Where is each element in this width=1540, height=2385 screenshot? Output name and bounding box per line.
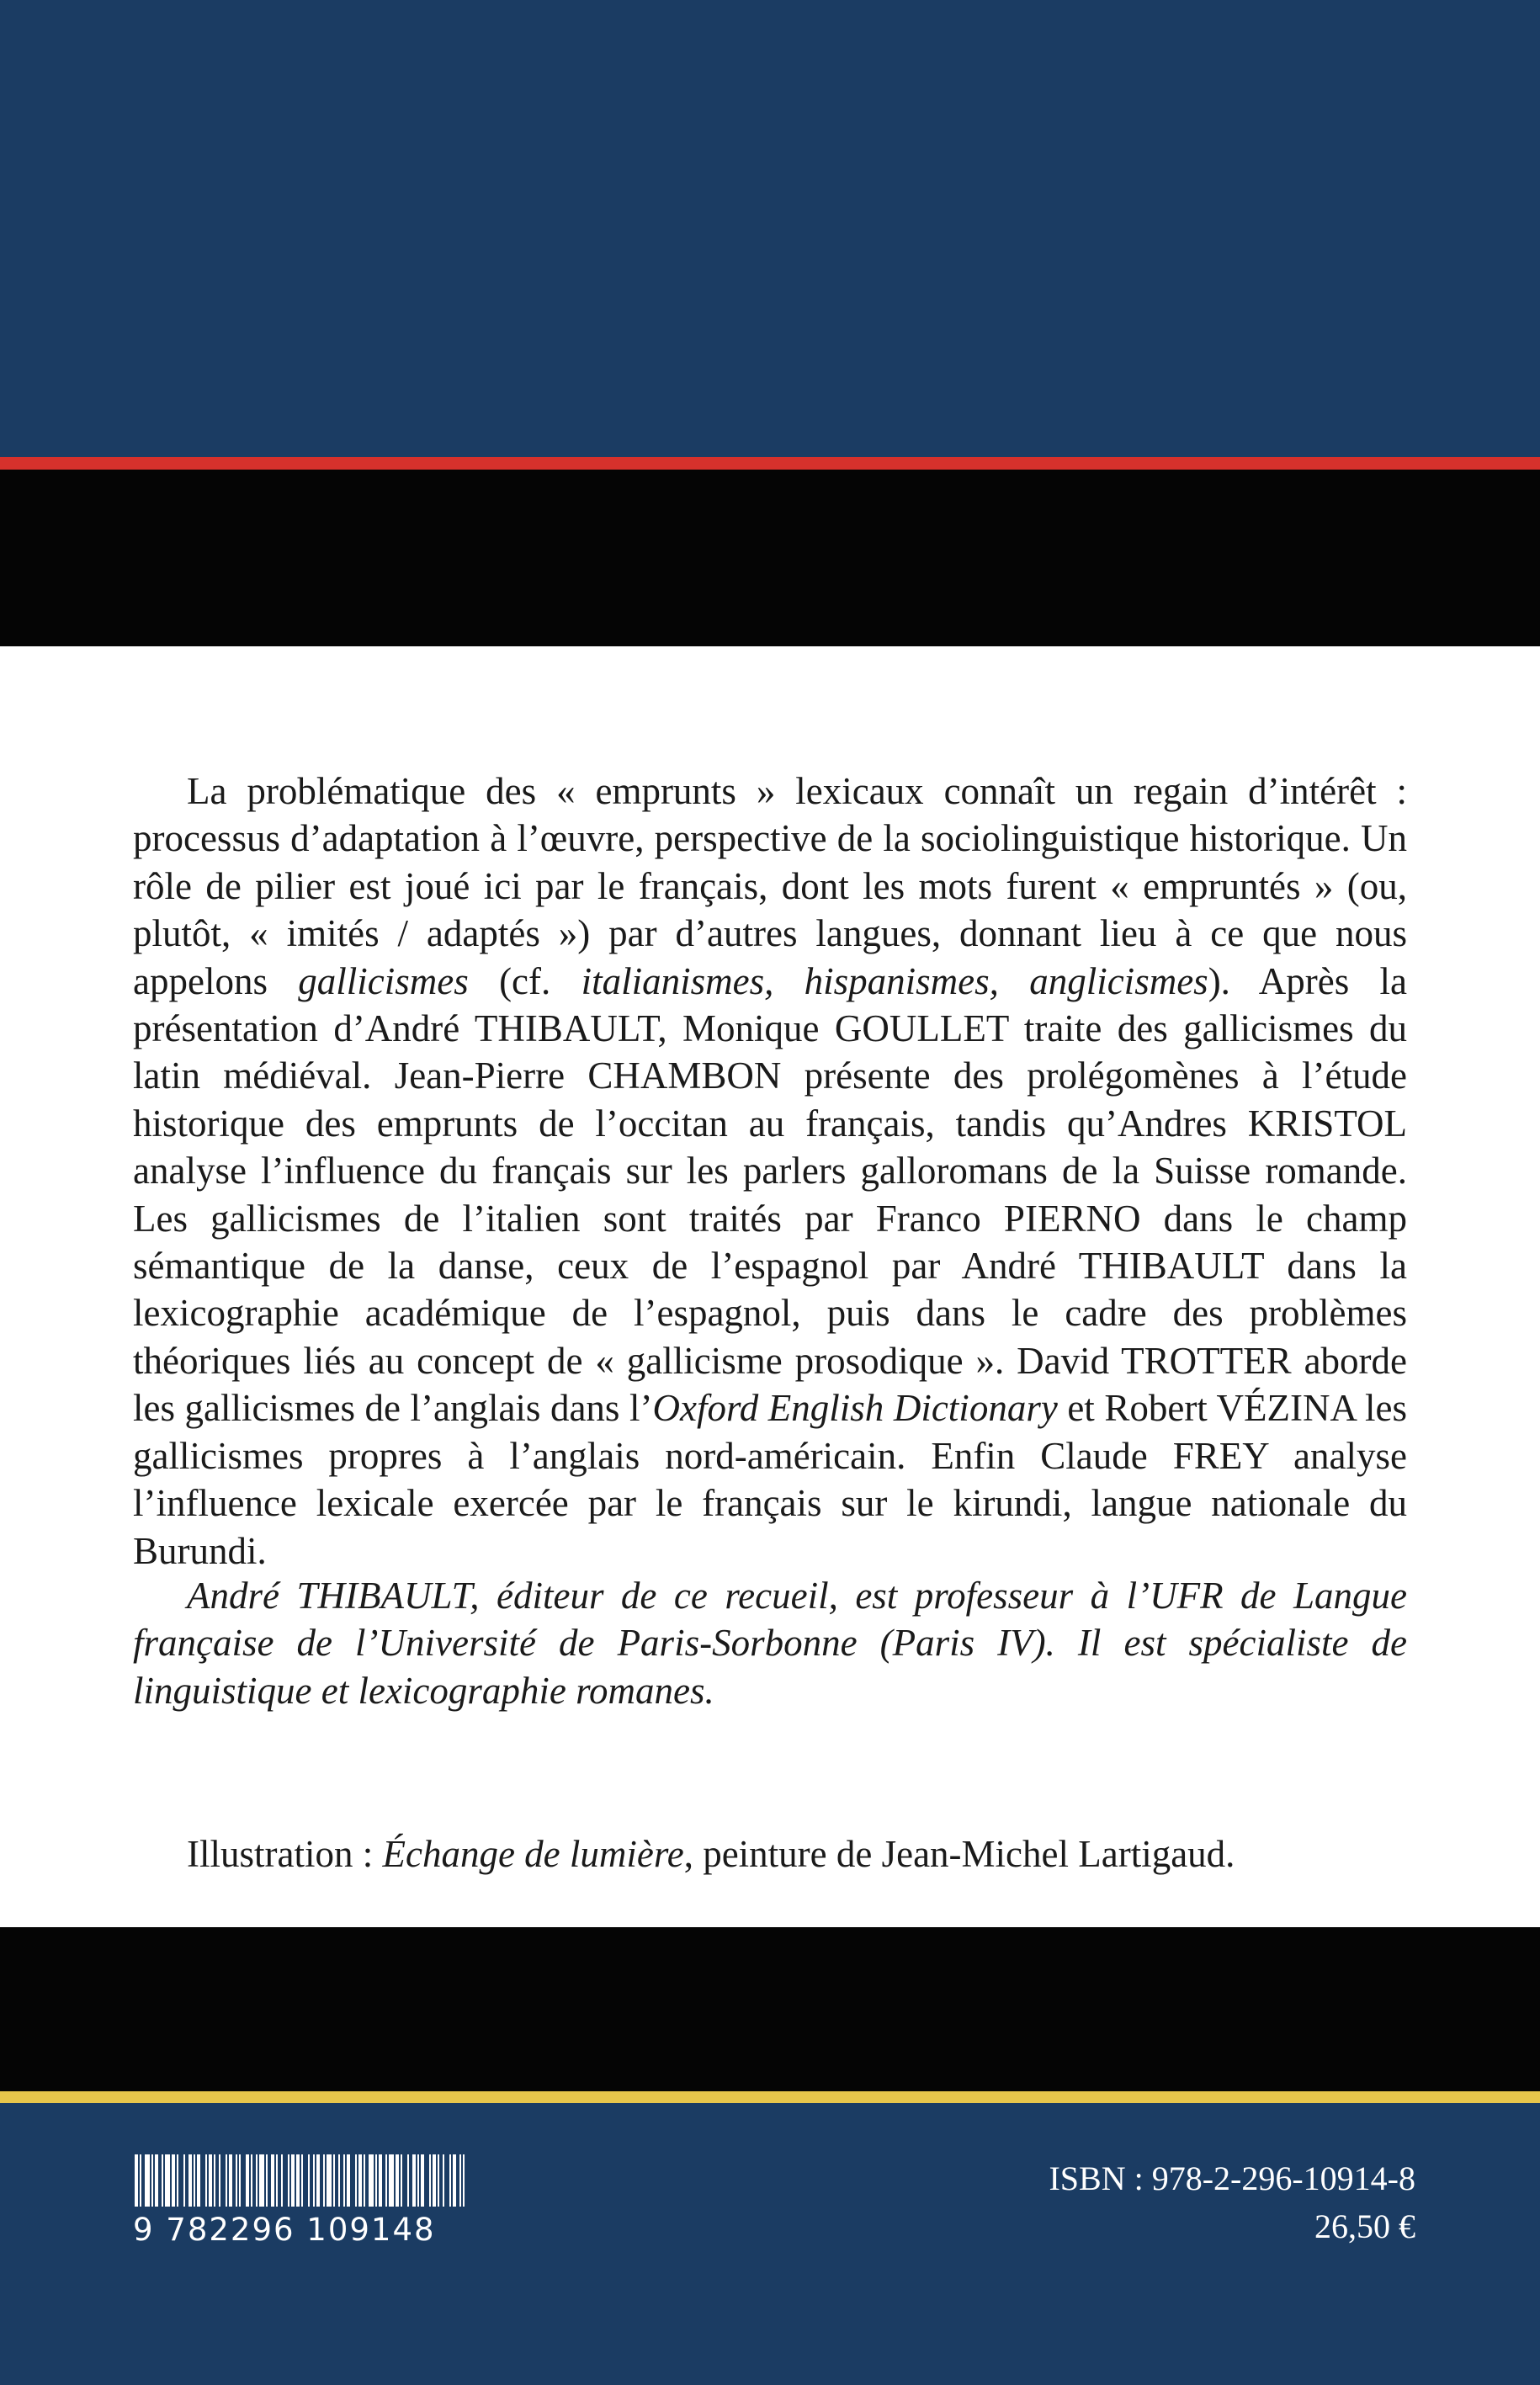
barcode-bar	[276, 2154, 278, 2207]
barcode-bar	[189, 2154, 192, 2207]
barcode-bar	[135, 2154, 138, 2207]
barcode-bar	[379, 2154, 382, 2207]
barcode-bar	[219, 2154, 220, 2207]
barcode-bar	[385, 2154, 387, 2207]
price: 26,50 €	[1314, 2207, 1415, 2245]
barcode-bar	[449, 2154, 451, 2207]
barcode-bar	[236, 2154, 237, 2207]
barcode-bar	[343, 2154, 345, 2207]
illustration-prefix: Illustration :	[187, 1833, 383, 1875]
summary-part-2: (cf.	[468, 959, 581, 1002]
barcode-bar	[266, 2154, 268, 2207]
illustration-credit	[187, 1830, 1407, 1878]
red-stripe	[0, 457, 1540, 470]
barcode-bar	[209, 2154, 212, 2207]
barcode-bar	[338, 2154, 340, 2207]
barcode-bar	[443, 2154, 444, 2207]
barcode-bar	[296, 2154, 300, 2207]
barcode-bar	[355, 2154, 357, 2207]
illustration-title: Échange de lumière	[382, 1833, 684, 1875]
barcode-bar	[333, 2154, 335, 2207]
barcode-bar	[288, 2154, 289, 2207]
summary-part-1: La problématique des « emprunts » lexicaux connaît un regain d’intérêt : processus d’adaptation à l’œuvre, perspective de la sociolinguistique historique. Un rôle de pilier est joué ici par le français, dont les mots furent « empruntés » (ou, plutôt, « imités / adaptés ») par d’autres langues, donnant lieu à ce que nous appelons	[133, 770, 1407, 1002]
barcode-bar	[433, 2154, 436, 2207]
barcode-bar	[172, 2154, 175, 2207]
barcode-bar	[140, 2154, 141, 2207]
barcode-bar	[407, 2154, 409, 2207]
barcode-bar	[327, 2154, 332, 2207]
barcode-bar	[162, 2154, 163, 2207]
barcode-bar	[151, 2154, 153, 2207]
editor-bio: André THIBAULT, éditeur de ce recueil, est professeur à l’UFR de Langue française de l’Université de Paris-Sorbonne (Paris IV). Il est spécialiste de linguistique et lexicographie romanes.	[133, 1575, 1407, 1712]
top-navy-band	[0, 0, 1540, 457]
barcode-bar	[369, 2154, 374, 2207]
barcode-bar	[401, 2154, 402, 2207]
barcode-bar	[155, 2154, 158, 2207]
barcode-bar	[308, 2154, 310, 2207]
barcode-bar	[375, 2154, 377, 2207]
barcode-digits: 9 782296 109148	[133, 2212, 436, 2248]
yellow-stripe	[0, 2091, 1540, 2103]
barcode-bar	[389, 2154, 394, 2207]
barcode-bar	[145, 2154, 150, 2207]
top-black-band	[0, 470, 1540, 646]
barcode-bar	[183, 2154, 185, 2207]
barcode-bar	[453, 2154, 456, 2207]
barcode-bar	[412, 2154, 416, 2207]
barcode-bar	[271, 2154, 274, 2207]
barcode-bar	[396, 2154, 399, 2207]
barcode-bar	[291, 2154, 295, 2207]
barcode-bar	[347, 2154, 350, 2207]
book-summary	[133, 768, 1407, 1575]
barcode-bar	[194, 2154, 195, 2207]
barcode-bar	[281, 2154, 283, 2207]
barcode-bar	[246, 2154, 249, 2207]
barcode-bar	[205, 2154, 207, 2207]
summary-part-4: et Robert VÉZINA les gallicismes propres à l’anglais nord-américain. Enfin Claude FREY analyse l’influence lexicale exercée par le français sur le kirundi, langue nationale du Burundi.	[133, 1387, 1408, 1572]
barcode-bar	[226, 2154, 227, 2207]
barcode-bar	[197, 2154, 200, 2207]
barcode-bar	[358, 2154, 362, 2207]
barcode-bar	[301, 2154, 303, 2207]
barcode-bar	[429, 2154, 431, 2207]
barcode-bar	[259, 2154, 264, 2207]
summary-italic-3: Oxford English Dictionary	[652, 1387, 1058, 1430]
bottom-black-band	[0, 1927, 1540, 2091]
barcode-bar	[316, 2154, 320, 2207]
illustration-suffix: , peinture de Jean-Michel Lartigaud.	[683, 1833, 1235, 1875]
isbn: ISBN : 978-2-296-10914-8	[1049, 2159, 1415, 2197]
barcode-bar	[421, 2154, 424, 2207]
summary-italic-1: gallicismes	[298, 959, 469, 1002]
barcode-bar	[313, 2154, 315, 2207]
barcode-bar	[417, 2154, 419, 2207]
barcode-bar	[463, 2154, 465, 2207]
barcode-bar	[438, 2154, 439, 2207]
barcode-bars	[133, 2154, 470, 2207]
barcode-bar	[165, 2154, 170, 2207]
barcode-bar	[177, 2154, 178, 2207]
summary-italic-2: italianismes, hispanismes, anglicismes	[581, 959, 1208, 1002]
barcode-bar	[459, 2154, 461, 2207]
barcode-bar	[239, 2154, 241, 2207]
barcode-bar	[323, 2154, 325, 2207]
barcode-bar	[214, 2154, 215, 2207]
barcode-bar	[229, 2154, 232, 2207]
barcode-bar	[256, 2154, 258, 2207]
summary-part-3: ). Après la présentation d’André THIBAULT, Monique GOULLET traite des gallicismes du latin médiéval. Jean-Pierre CHAMBON présente des prolégomènes à l’étude historique des emprunts de l’occitan au français, tandis qu’Andres KRISTOL analyse l’influence du français sur les parlers galloromans de la Suisse romande. Les gallicismes de l’italien sont traités par Franco PIERNO dans le champ sémantique de la danse, ceux de l’espagnol par André THIBAULT dans la lexicographie académique de l’espagnol, puis dans le cadre des problèmes théoriques liés au concept de « gallicisme prosodique ». David TROTTER aborde les gallicismes de l’anglais dans l’	[133, 959, 1407, 1430]
barcode-bar	[364, 2154, 365, 2207]
barcode-bar	[251, 2154, 252, 2207]
